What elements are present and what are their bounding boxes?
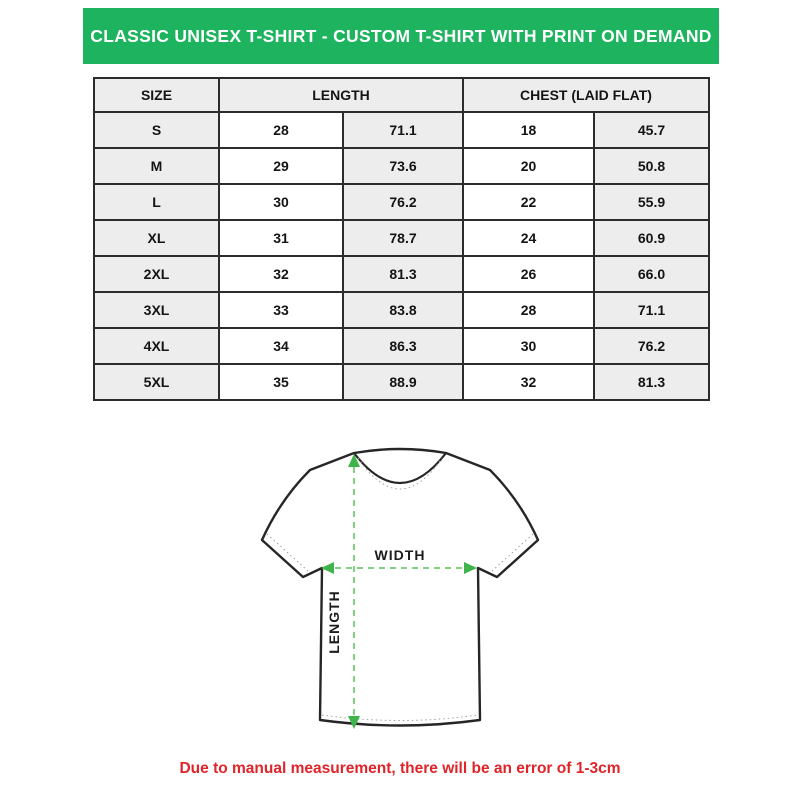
tshirt-measurement-diagram [240, 440, 560, 760]
measurement-note: Due to manual measurement, there will be an error of 1-3cm [179, 760, 621, 777]
cell-length-cm: 81.3 [343, 256, 463, 292]
cell-size: 4XL [94, 328, 219, 364]
cell-length-cm: 83.8 [343, 292, 463, 328]
cell-chest-in: 32 [463, 364, 594, 400]
length-label: LENGTH [326, 590, 342, 654]
cell-chest-cm: 55.9 [594, 184, 709, 220]
cell-chest-in: 18 [463, 112, 594, 148]
cell-size: 5XL [94, 364, 219, 400]
cell-size: 2XL [94, 256, 219, 292]
cell-chest-in: 26 [463, 256, 594, 292]
cell-chest-cm: 45.7 [594, 112, 709, 148]
cell-size: S [94, 112, 219, 148]
header-chest: CHEST (LAID FLAT) [463, 78, 709, 112]
cell-chest-cm: 81.3 [594, 364, 709, 400]
cell-length-in: 30 [219, 184, 343, 220]
cell-chest-in: 20 [463, 148, 594, 184]
cell-chest-in: 28 [463, 292, 594, 328]
cell-size: L [94, 184, 219, 220]
page-title: CLASSIC UNISEX T-SHIRT - CUSTOM T-SHIRT WITH PRINT ON DEMAND [90, 25, 712, 46]
cell-chest-cm: 60.9 [594, 220, 709, 256]
cell-length-in: 28 [219, 112, 343, 148]
cell-length-in: 32 [219, 256, 343, 292]
title-banner [83, 8, 719, 64]
cell-length-in: 35 [219, 364, 343, 400]
table-row [94, 256, 709, 292]
cell-length-cm: 88.9 [343, 364, 463, 400]
cell-size: XL [94, 220, 219, 256]
cell-length-cm: 71.1 [343, 112, 463, 148]
cell-length-in: 31 [219, 220, 343, 256]
table-row [94, 112, 709, 148]
table-row [94, 220, 709, 256]
cell-chest-cm: 50.8 [594, 148, 709, 184]
cell-size: 3XL [94, 292, 219, 328]
table-row [94, 292, 709, 328]
table-row [94, 364, 709, 400]
table-row [94, 184, 709, 220]
cell-chest-in: 30 [463, 328, 594, 364]
width-label: WIDTH [374, 547, 426, 563]
header-size: SIZE [94, 78, 219, 112]
table-row [94, 148, 709, 184]
cell-length-in: 29 [219, 148, 343, 184]
cell-size: M [94, 148, 219, 184]
cell-chest-in: 22 [463, 184, 594, 220]
cell-chest-cm: 66.0 [594, 256, 709, 292]
tshirt-outline [262, 449, 538, 726]
cell-chest-cm: 71.1 [594, 292, 709, 328]
table-header-row [94, 78, 709, 112]
cell-length-cm: 78.7 [343, 220, 463, 256]
cell-length-cm: 73.6 [343, 148, 463, 184]
cell-length-cm: 76.2 [343, 184, 463, 220]
size-chart-table [93, 77, 710, 401]
cell-length-in: 33 [219, 292, 343, 328]
cell-chest-in: 24 [463, 220, 594, 256]
cell-length-in: 34 [219, 328, 343, 364]
table-row [94, 328, 709, 364]
cell-chest-cm: 76.2 [594, 328, 709, 364]
header-length: LENGTH [219, 78, 463, 112]
cell-length-cm: 86.3 [343, 328, 463, 364]
